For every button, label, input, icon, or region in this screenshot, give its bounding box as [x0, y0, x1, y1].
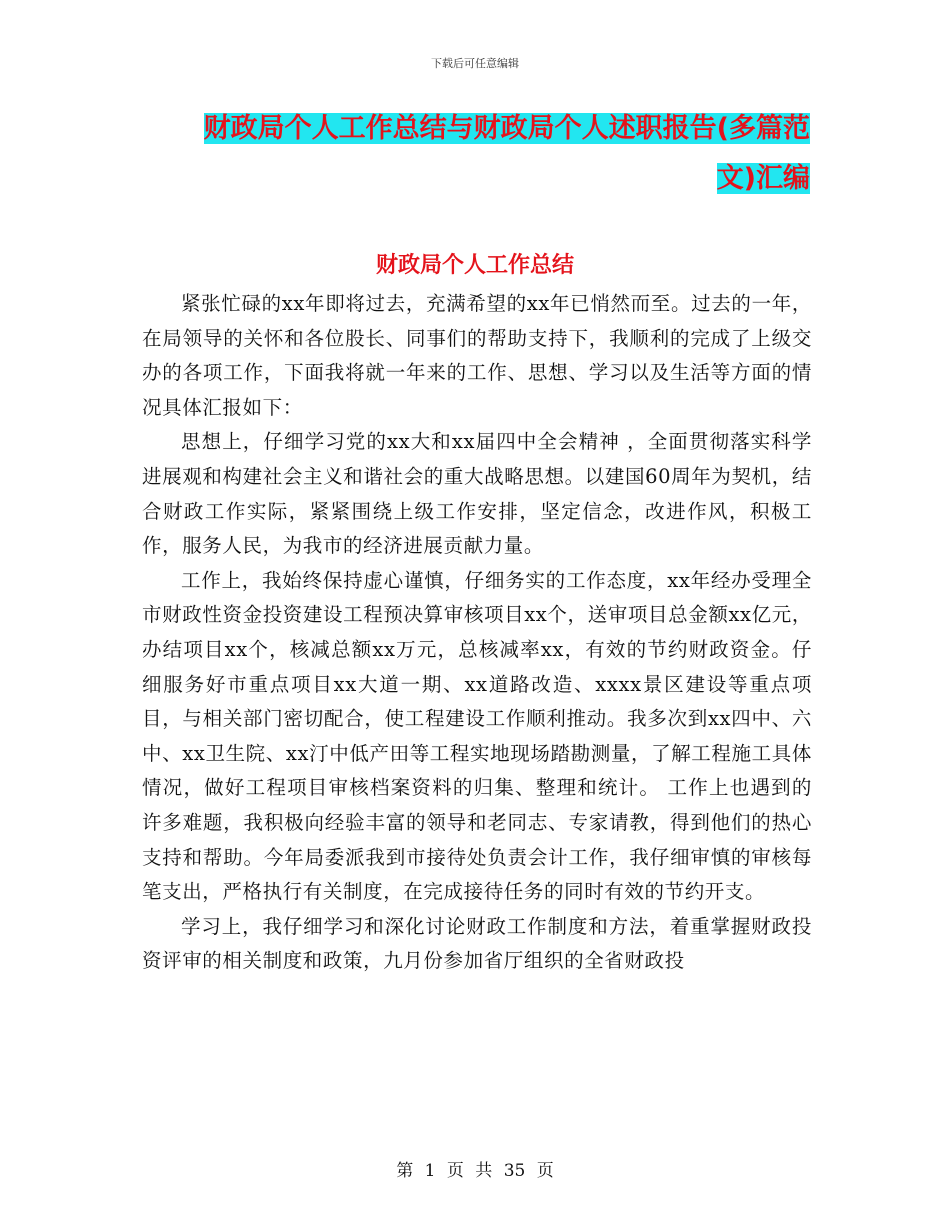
paragraph-study: 学习上，我仔细学习和深化讨论财政工作制度和方法，着重掌握财政投资评审的相关制度和政策，九月份参加省厅组织的全省财政投: [142, 914, 812, 973]
paragraph-work: 工作上，我始终保持虚心谨慎，仔细务实的工作态度，xx年经办受理全市财政性资金投资建设工程预决算审核项目xx个，送审项目总金额xx亿元，办结项目xx个，核减总额xx万元，总核减率xx，有效的节约财政资金。仔细服务好市重点项目xx大道一期、xx道路改造、xxxx景区建设等重点项目，与相关部门密切配合，使工程建设工作顺利推动。我多次到xx四中、六中、xx卫生院、xx汀中低产田等工程实地现场踏勘测量，了解工程施工具体情况，做好工程项目审核档案资料的归集、整理和统计。 工作上也遇到的许多难题，我积极向经验丰富的领导和老同志、专家请教，得到他们的热心支持和帮助。今年局委派我到市接待处负责会计工作，我仔细审慎的审核每笔支出，严格执行有关制度，在完成接待任务的同时有效的节约开支。: [142, 568, 812, 904]
paragraph-thought: 思想上，仔细学习党的xx大和xx届四中全会精神 ，全面贯彻落实科学进展观和构建社会主义和谐社会的重大战略思想。以建国60周年为契机，结合财政工作实际，紧紧围绕上级工作安排，坚定信念，改进作风，积极工作，服务人民，为我市的经济进展贡献力量。: [142, 430, 812, 558]
page-footer: 第 1 页 共 35 页: [396, 1161, 554, 1181]
body-text: [142, 287, 812, 979]
document-title: [140, 104, 810, 204]
paragraph-intro: 紧张忙碌的xx年即将过去，充满希望的xx年已悄然而至。过去的一年，在局领导的关怀和各位股长、同事们的帮助支持下，我顺利的完成了上级交办的各项工作，下面我将就一年来的工作、思想、学习以及生活等方面的情况具体汇报如下：: [142, 292, 812, 419]
section-title: 财政局个人工作总结: [375, 253, 574, 278]
title-line-1: 财政局个人工作总结与财政局个人述职报告(多篇范: [203, 113, 810, 144]
header-note: 下载后可任意编辑: [431, 57, 519, 70]
title-line-2: 文)汇编: [716, 163, 810, 194]
